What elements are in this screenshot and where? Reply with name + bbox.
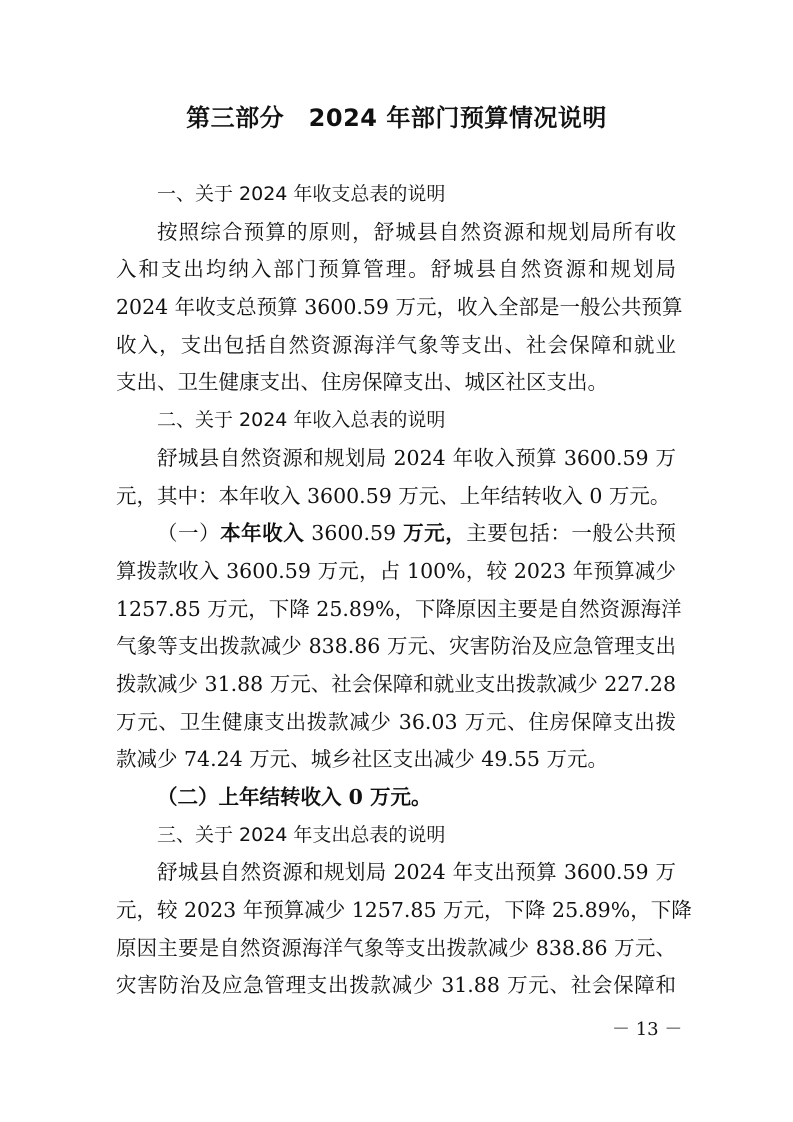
paragraph-line: 灾害防治及应急管理支出拨款减少 31.88 万元、社会保障和 xyxy=(116,973,676,998)
paragraph-line: 按照综合预算的原则，舒城县自然资源和规划局所有收 xyxy=(157,219,676,244)
paragraph-line: 算拨款收入 3600.59 万元，占 100%，较 2023 年预算减少 xyxy=(116,558,676,583)
paragraph-line: 1257.85 万元，下降 25.89%，下降原因主要是自然资源海洋 xyxy=(116,596,682,621)
paragraph-line: 元，较 2023 年预算减少 1257.85 万元，下降 25.89%，下降 xyxy=(116,898,692,923)
paragraph-line: 支出、卫生健康支出、住房保障支出、城区社区支出。 xyxy=(116,370,608,395)
page-title: 第三部分 2024 年部门预算情况说明 xyxy=(186,104,607,132)
page-number: － 13 － xyxy=(612,1019,683,1040)
paragraph-line: 万元、卫生健康支出拨款减少 36.03 万元、住房保障支出拨 xyxy=(116,709,676,734)
paragraph-line: 拨款减少 31.88 万元、社会保障和就业支出拨款减少 227.28 xyxy=(116,671,676,696)
subsection-number: （一） xyxy=(157,521,221,546)
subsection-text: 主要包括：一般公共预 xyxy=(466,521,677,546)
subsection-amount: 3600.59 xyxy=(304,521,404,546)
section-heading-2: 二、关于 2024 年收入总表的说明 xyxy=(157,409,446,432)
paragraph-line: 气象等支出拨款减少 838.86 万元、灾害防治及应急管理支出 xyxy=(116,634,676,659)
subsection-label: 本年收入 xyxy=(220,521,305,546)
paragraph-line: 舒城县自然资源和规划局 2024 年支出预算 3600.59 万 xyxy=(157,860,676,885)
section-heading-3: 三、关于 2024 年支出总表的说明 xyxy=(157,823,446,846)
paragraph-line: 元，其中：本年收入 3600.59 万元、上年结转收入 0 万元。 xyxy=(116,483,671,508)
paragraph-line: 2024 年收支总预算 3600.59 万元，收入全部是一般公共预算 xyxy=(116,295,683,320)
paragraph-line: 款减少 74.24 万元、城乡社区支出减少 49.55 万元。 xyxy=(116,747,608,772)
paragraph-line: 收入，支出包括自然资源海洋气象等支出、社会保障和就业 xyxy=(116,332,676,357)
body-text xyxy=(116,176,692,1005)
paragraph-line: 原因主要是自然资源海洋气象等支出拨款减少 838.86 万元、 xyxy=(116,935,676,960)
subsection-line-1 xyxy=(116,515,676,553)
subsection-unit: 万元， xyxy=(403,521,467,546)
subsection-heading-2: （二）上年结转收入 0 万元。 xyxy=(157,785,432,809)
paragraph-line: 舒城县自然资源和规划局 2024 年收入预算 3600.59 万 xyxy=(157,445,676,470)
paragraph-line: 入和支出均纳入部门预算管理。舒城县自然资源和规划局 xyxy=(116,257,676,282)
section-heading-1: 一、关于 2024 年收支总表的说明 xyxy=(157,183,446,205)
